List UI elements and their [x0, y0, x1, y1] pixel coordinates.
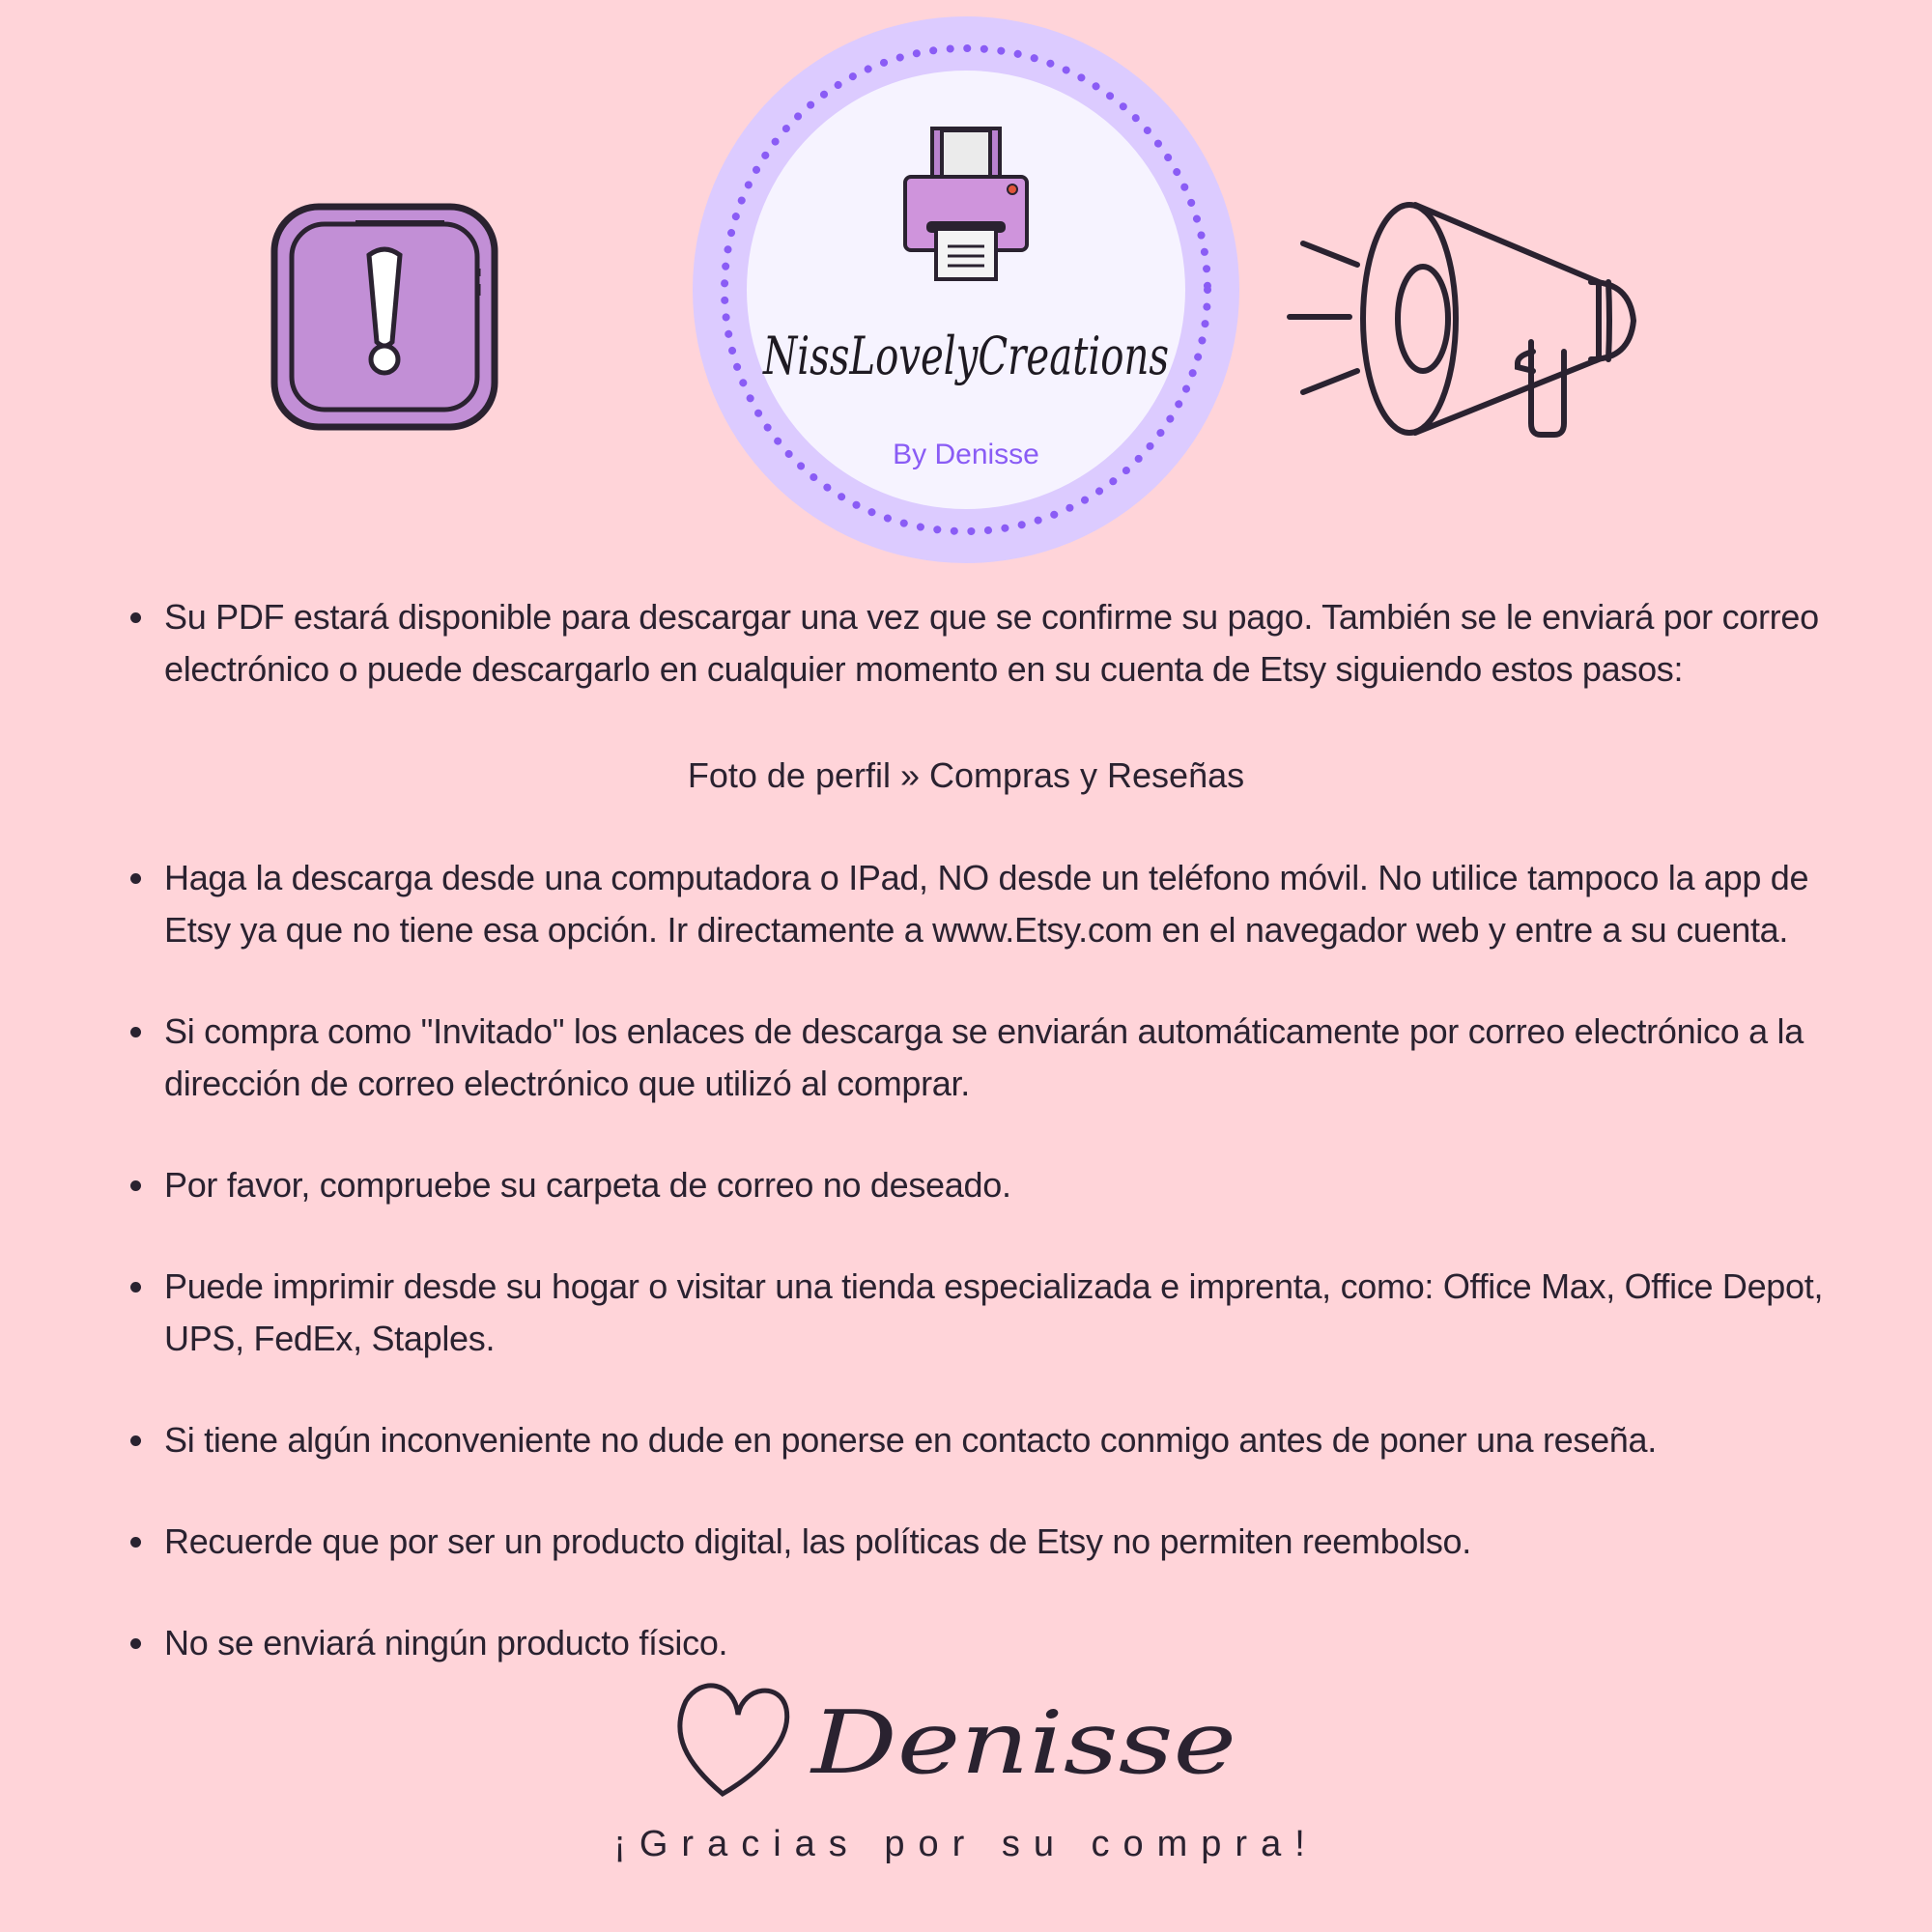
list-item: Recuerde que por ser un producto digital, las políticas de Etsy no permiten reembolso. — [126, 1516, 1835, 1568]
list-item: Haga la descarga desde una computadora o IPad, NO desde un teléfono móvil. No utilice tampoco la app de Etsy ya que no tiene esa opción. Ir directamente a www.Etsy.com en el navegador web y entre a su cuenta. — [126, 852, 1835, 956]
navigation-steps: Foto de perfil » Compras y Reseñas — [687, 755, 1245, 795]
brand-byline: By Denisse — [893, 439, 1039, 470]
signature — [667, 1676, 1265, 1802]
info-list-continued — [126, 852, 1835, 1669]
alert-icon — [269, 201, 500, 433]
brand-name: NissLovelyCreations — [761, 326, 1169, 386]
list-item: Si compra como "Invitado" los enlaces de descarga se enviarán automáticamente por correo electrónico a la dirección de correo electrónico que utilizó al comprar. — [126, 1006, 1835, 1110]
list-item: Su PDF estará disponible para descargar una vez que se confirme su pago. También se le enviará por correo electrónico o puede descargarlo en cualquier momento en su cuenta de Etsy siguiendo estos pasos: — [126, 591, 1835, 696]
heart-icon — [680, 1686, 787, 1794]
list-item: No se enviará ningún producto físico. — [126, 1617, 1835, 1669]
list-item: Si tiene algún inconveniente no dude en ponerse en contacto conmigo antes de poner una reseña. — [126, 1414, 1835, 1466]
list-item: Por favor, compruebe su carpeta de correo no deseado. — [126, 1159, 1835, 1211]
signature-text: Denisse — [809, 1692, 1236, 1794]
brand-logo — [691, 14, 1241, 565]
list-item: Puede imprimir desde su hogar o visitar una tienda especializada e imprenta, como: Office Max, Office Depot, UPS, FedEx, Staples. — [126, 1261, 1835, 1365]
megaphone-icon — [1280, 193, 1647, 444]
thank-you-message: ¡Gracias por su compra! — [613, 1824, 1319, 1864]
header-icons — [0, 0, 1932, 580]
info-list — [126, 591, 1835, 696]
